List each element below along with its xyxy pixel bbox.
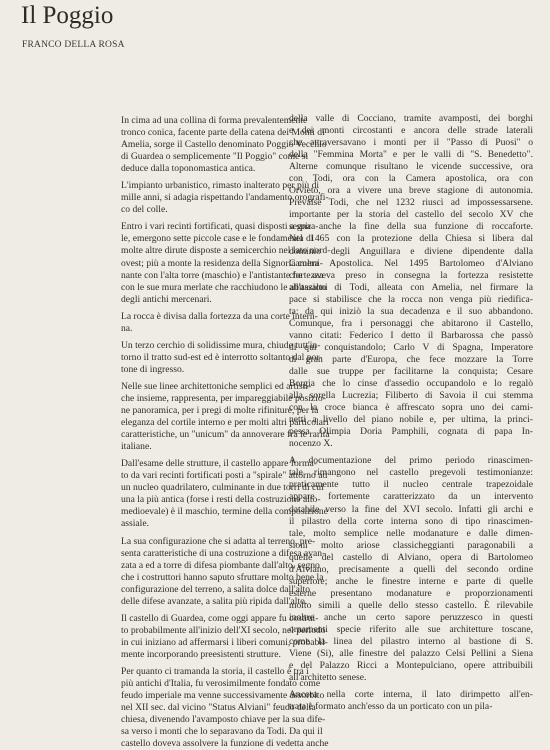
text-line: tone di ingresso. — [121, 363, 185, 375]
text-line: ta: da qui iniziò la sua decadenza e il suo abbandono. — [289, 305, 533, 317]
paragraph — [121, 115, 327, 175]
text-line: della valle di Cocciano, tramite avamposti, dei borghi — [289, 113, 533, 124]
text-line: un nucleo quadrilatero, culminante in due torri di cui — [121, 482, 324, 494]
text-line: medioevale) è il maschio, termine della composizione — [121, 506, 328, 518]
text-line: mente incorporando preesistenti strutture. — [121, 648, 281, 660]
paragraph — [121, 310, 318, 335]
text-line: superiore; anche le finestre interne e parte di quelle — [289, 575, 533, 587]
text-line: chiesa, divenendo l'avamposto chiave per la sua dife- — [121, 714, 326, 726]
text-line: In cima ad una collina di forma prevalentemente — [121, 115, 308, 126]
paragraph — [289, 113, 533, 450]
text-line: configurazione del terreno, a salita dolce dall'alto — [121, 583, 310, 595]
text-line: le, emergono sette piccole case e le fondamenta di — [121, 233, 314, 245]
text-line: nel XII sec. dal vicino "Status Alviani" feudo della — [121, 702, 316, 714]
text-line: ornamenti specie riferito alle sue architetture toscane, — [289, 623, 533, 635]
text-line: na. — [121, 322, 133, 334]
text-line: co del colle. — [121, 204, 168, 216]
text-line: Per quanto ci tramanda la storia, il castello è tra i — [121, 665, 309, 677]
page-title: Il Poggio — [21, 2, 114, 29]
text-line: Alterne comunque risultano le vicende successive, ora — [289, 161, 533, 173]
paragraph — [121, 221, 331, 305]
text-line: to da vari recinti fortificati posti a "spirale" attorno ad — [121, 470, 328, 482]
text-line: all'architetto senese. — [289, 672, 367, 684]
paragraph — [121, 180, 329, 216]
text-line: senta caratteristiche di una costruzione a difesa avan- — [121, 547, 326, 559]
text-line: della "Femmina Morta" e per le valli di "S. Benedetto". — [289, 149, 533, 161]
text-line: di qui conquistandolo; Carlo V di Spagna, Imperatore — [289, 341, 533, 353]
text-line: inoltre anche un certo sapore peruzzesco in questi — [289, 611, 533, 623]
text-line: castello doveva assolvere la funzione di vedetta anche — [121, 738, 329, 750]
text-line: di Guardea o semplicemente "Il Poggio" come si — [121, 151, 309, 163]
text-line: assiale. — [121, 518, 149, 530]
text-line: tale, molto semplice nelle modanature e dalle dimen- — [289, 527, 533, 539]
text-line: Ancora nella corte interna, il lato dirimpetto all'en- — [289, 689, 533, 701]
text-line: torno il tratto sud-est ed è interrotto soltanto dal por- — [121, 351, 323, 363]
paragraph — [121, 339, 323, 376]
text-line: Prevalse Todi, che nel 1232 riuscì ad impossessarsene. — [289, 197, 533, 209]
text-line: pace si stabilisce che la rocca non venga più riedifica- — [289, 293, 533, 305]
text-line: una la più antica (forse i resti della costruzione alto- — [121, 494, 321, 506]
text-line: nocenzo X. — [289, 438, 333, 450]
text-line: ovest; più a monte la residenza della Signoria culmi- — [121, 257, 323, 269]
text-line: mille anni, si adagia rispettando l'andamento orografi- — [121, 192, 329, 204]
text-line: tronco conica, facente parte della catena dei Monti di — [121, 127, 325, 139]
text-line: che i costruttori hanno saputo sfruttare molto bene la — [121, 571, 324, 583]
text-line: segna anche la fine della sua funzione di roccaforte. — [289, 221, 533, 233]
right-text-column — [289, 113, 533, 713]
text-line: Comunque, fra i personaggi che abitarono il Castello, — [289, 317, 533, 329]
text-line: che attraversavano i monti per il "Passo di Puosi" o — [289, 137, 533, 149]
text-line: deduce dalla toponomastica antica. — [121, 163, 256, 175]
text-line: con la croce bianca è affrescato sopra uno dei cami- — [289, 402, 533, 414]
text-line: Entro i vari recinti fortificati, quasi disposti a spira- — [121, 221, 319, 233]
text-line: eleganza del cortile interno e per molti altri particolari — [121, 417, 329, 429]
text-line: d'Alviano, precisamente a quelli del secondo ordine — [289, 563, 533, 575]
text-line: caratteristiche, un "unicum" da annoverare fra le rarità — [121, 429, 330, 441]
text-line: La sua configurazione che si adatta al terreno, pre- — [121, 535, 316, 547]
paragraph — [121, 612, 328, 661]
text-line: Camera Apostolica. Nel 1495 Bartolomeo d'Alviano — [289, 257, 533, 269]
text-line: A documentazione del primo periodo rinascimen- — [289, 455, 533, 467]
text-line: trata è formato anch'esso da un porticato con un pila- — [289, 701, 493, 713]
paragraph — [121, 535, 326, 608]
text-line: che aveva preso in consegna la fortezza resistette — [289, 269, 533, 281]
text-line: più antichi d'Italia, fu verosimilmente fondato come — [121, 678, 321, 690]
text-line: esterne presentano modanature e proporzionamenti — [289, 587, 533, 599]
text-line: Nel 1465 con la protezione della Chiesa si libera dal — [289, 233, 533, 245]
text-line: all'assalto di Todi, alleata con Amelia, nel firmare la — [289, 281, 533, 293]
text-line: nante con l'alta torre (maschio) e l'antistante fortezza — [121, 269, 324, 281]
text-line: vanno citati: Federico I detto il Barbarossa che passò — [289, 329, 533, 341]
author-name: FRANCO DELLA ROSA — [22, 40, 125, 50]
text-line: in cui iniziano ad affermarsi i liberi comuni, probabil- — [121, 636, 328, 648]
text-line: La rocca è divisa dalla fortezza da una corte intern- — [121, 310, 318, 322]
text-line: di gran parte d'Europa, che fece mozzare la Torre — [289, 353, 533, 365]
text-line: Il castello di Guardea, come oggi appare fu costrui- — [121, 612, 319, 624]
text-line: degli antichi mercenari. — [121, 293, 212, 305]
text-line: zata a ed a torre di difesa piombante dall'alto, segno — [121, 559, 320, 571]
text-line: feudo imperiale ma venne successivamente assorbito — [121, 690, 325, 702]
paragraph — [121, 458, 328, 530]
text-line: Un terzo cerchio di solidissime mura, chiude tutt'in- — [121, 339, 321, 351]
text-line: Nelle sue linee architettoniche semplici ed artisti- — [121, 380, 312, 392]
text-line: alla sorella Lucrezia; Filiberto di Savoia il cui stemma — [289, 390, 533, 402]
text-line: il pilastro della corte interna sono di tipo rinascimen- — [289, 515, 533, 527]
text-line: e dei monti circostanti e ancora delle strade laterali — [289, 125, 533, 137]
text-line: molto simili a quelle dello stesso castello. È rilevabile — [289, 599, 533, 611]
text-line: che insieme, rappresenta, per impareggiabile posizio- — [121, 392, 326, 404]
paragraph — [289, 455, 533, 684]
text-line: Amelia, sorge il Castello denominato Poggio Vecchio — [121, 139, 327, 151]
text-line: databile verso la fine del XVI secolo. Infatti gli archi e — [289, 503, 533, 515]
text-line: dominio degli Anguillara e diviene dipendente dalla — [289, 245, 533, 257]
text-line: con le sue mura merlate che racchiudono le abitazioni — [121, 281, 328, 293]
text-line: quelle del castello di Alviano, opera di Bartolomeo — [289, 551, 533, 563]
text-line: netti a livello del piano nobile e, per ultima, la princi- — [289, 414, 533, 426]
text-line: tale rimangono nel castello pregevoli testimonianze: — [289, 467, 533, 479]
text-line: Dall'esame delle strutture, il castello appare forma- — [121, 458, 317, 470]
text-line: e del Palazzo Ricci a Montepulciano, opere attribuibili — [289, 660, 533, 672]
text-line: praticamente tutto il nucleo centrale trapezoidale — [289, 479, 533, 491]
text-line: con Todi, ora con la Camera apostolica, ora con — [289, 173, 533, 185]
text-line: sa verso i monti che lo separavano da Todi. Da qui il — [121, 726, 323, 738]
text-line: Viene (Si), alle finestre del palazzo Celsi Pellini a Siena — [289, 648, 533, 660]
text-line: delle difese avanzate, a salita più ripida dall'alto. — [121, 595, 308, 607]
text-line: sioni molto ariose classicheggianti paragonabili a — [289, 539, 533, 551]
text-line: L'impianto urbanistico, rimasto inalterato per più di — [121, 180, 320, 192]
text-line: come la linea del pilastro interno al bastione di S. — [289, 636, 533, 648]
text-line: importante per la storia del castello del secolo XV che — [289, 209, 533, 221]
text-line: italiane. — [121, 441, 152, 453]
text-line: ne panoramica, per i pregi di molte rifiniture, per la — [121, 405, 319, 417]
text-line: Orvieto, ora a vivere una breve stagione di autonomia. — [289, 185, 533, 197]
text-line: Borgia che lo cinse d'assedio occupandolo e lo regalò — [289, 378, 533, 390]
text-line: dalle sue truppe per facilitarne la conquista; Cesare — [289, 365, 533, 377]
paragraph — [289, 689, 533, 713]
text-line: molte altre dirute disposte a semicerchio nel lato nord- — [121, 245, 331, 257]
text-line: pessa Olimpia Doria Pamphili, cognata di papa In- — [289, 426, 533, 438]
text-line: to probabilmente all'inizio dell'XI secolo, nel periodo — [121, 624, 326, 636]
text-line: appare fortemente caratterizzato da un intervento — [289, 491, 533, 503]
